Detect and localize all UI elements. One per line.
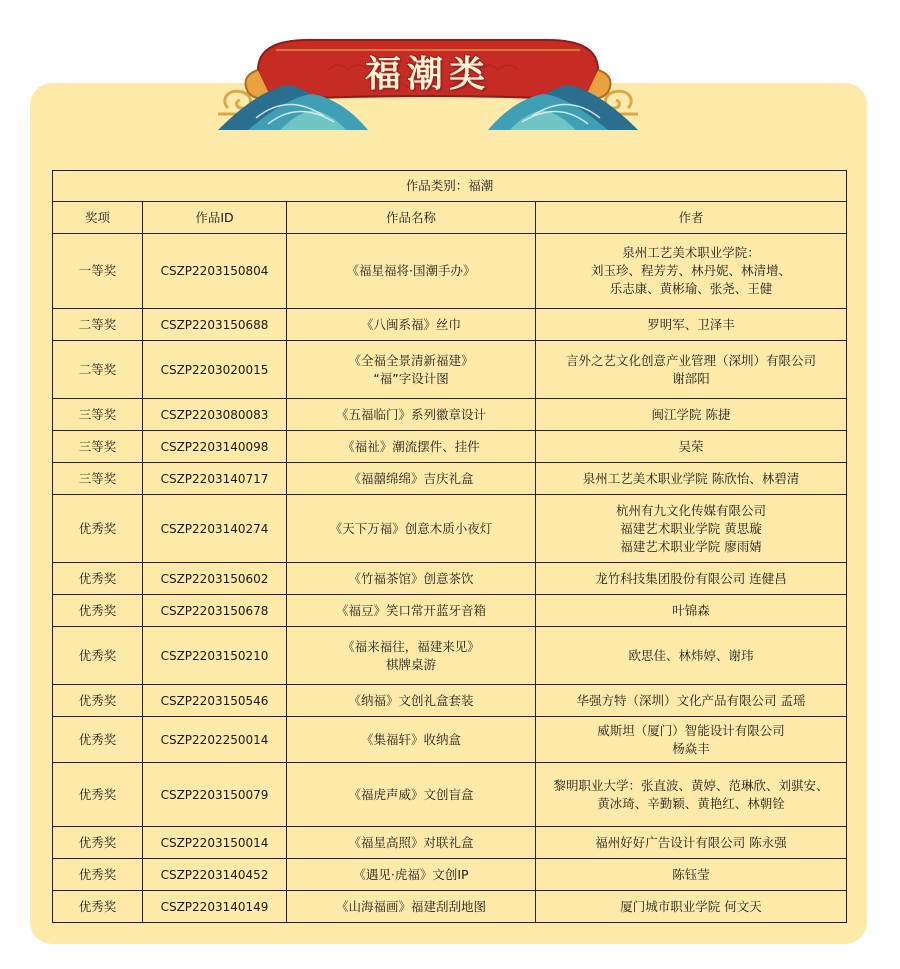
- work-name-cell: 《福祉》潮流摆件、挂件: [287, 431, 536, 463]
- table-row: [53, 627, 847, 685]
- category-line: 作品类别：福潮: [53, 171, 847, 202]
- table-row: [53, 463, 847, 495]
- award-cell: 三等奖: [53, 463, 143, 495]
- authors-cell: 泉州工艺美术职业学院： 刘玉珍、程芳芳、林丹妮、林清增、 乐志康、黄彬瑜、张尧、王健: [536, 234, 847, 309]
- authors-cell: 黎明职业大学：张直波、黄婷、范琳欣、刘骐安、 黄冰琦、辛勤颖、黄艳红、林朝铨: [536, 763, 847, 827]
- header-award: 奖项: [53, 202, 143, 234]
- award-cell: 二等奖: [53, 309, 143, 341]
- header-authors: 作者: [536, 202, 847, 234]
- work-id-cell: CSZP2203140098: [143, 431, 287, 463]
- table-row: [53, 827, 847, 859]
- award-cell: 优秀奖: [53, 891, 143, 923]
- work-name-cell: 《福星福将·国潮手办》: [287, 234, 536, 309]
- table-row: [53, 859, 847, 891]
- authors-cell: 泉州工艺美术职业学院 陈欣怡、林碧清: [536, 463, 847, 495]
- table-row: [53, 563, 847, 595]
- authors-cell: 华强方特（深圳）文化产品有限公司 孟瑶: [536, 685, 847, 717]
- authors-cell: 龙竹科技集团股份有限公司 连健昌: [536, 563, 847, 595]
- table-row: [53, 341, 847, 399]
- authors-cell: 罗明军、卫泽丰: [536, 309, 847, 341]
- category-row: [53, 171, 847, 202]
- authors-cell: 欧思佳、林炜婷、谢玮: [536, 627, 847, 685]
- award-cell: 三等奖: [53, 399, 143, 431]
- header-id: 作品ID: [143, 202, 287, 234]
- award-cell: 二等奖: [53, 341, 143, 399]
- work-name-cell: 《集福轩》收纳盒: [287, 717, 536, 763]
- table-row: [53, 595, 847, 627]
- work-id-cell: CSZP2203150688: [143, 309, 287, 341]
- award-cell: 优秀奖: [53, 495, 143, 563]
- award-cell: 优秀奖: [53, 685, 143, 717]
- authors-cell: 厦门城市职业学院 何文天: [536, 891, 847, 923]
- table-row: [53, 685, 847, 717]
- work-id-cell: CSZP2203140452: [143, 859, 287, 891]
- award-cell: 三等奖: [53, 431, 143, 463]
- work-id-cell: CSZP2203080083: [143, 399, 287, 431]
- award-cell: 优秀奖: [53, 627, 143, 685]
- work-name-cell: 《福囍绵绵》吉庆礼盒: [287, 463, 536, 495]
- work-name-cell: 《福虎声威》文创盲盒: [287, 763, 536, 827]
- table-row: [53, 309, 847, 341]
- work-id-cell: CSZP2203140717: [143, 463, 287, 495]
- header-name: 作品名称: [287, 202, 536, 234]
- category-banner: [218, 30, 638, 130]
- work-name-cell: 《五福临门》系列徽章设计: [287, 399, 536, 431]
- table-row: [53, 891, 847, 923]
- award-cell: 一等奖: [53, 234, 143, 309]
- award-cell: 优秀奖: [53, 717, 143, 763]
- award-cell: 优秀奖: [53, 763, 143, 827]
- work-id-cell: CSZP2203150079: [143, 763, 287, 827]
- authors-cell: 杭州有九文化传媒有限公司 福建艺术职业学院 黄思璇 福建艺术职业学院 廖雨婧: [536, 495, 847, 563]
- authors-cell: 威斯坦（厦门）智能设计有限公司 杨焱丰: [536, 717, 847, 763]
- work-name-cell: 《八闽系福》丝巾: [287, 309, 536, 341]
- authors-cell: 闽江学院 陈捷: [536, 399, 847, 431]
- work-id-cell: CSZP2202250014: [143, 717, 287, 763]
- work-name-cell: 《遇见·虎福》文创IP: [287, 859, 536, 891]
- table-row: [53, 763, 847, 827]
- header-row: [53, 202, 847, 234]
- work-name-cell: 《天下万福》创意木质小夜灯: [287, 495, 536, 563]
- banner-title: 福潮类: [364, 54, 491, 95]
- work-id-cell: CSZP2203150678: [143, 595, 287, 627]
- work-name-cell: 《山海福画》福建刮刮地图: [287, 891, 536, 923]
- work-id-cell: CSZP2203020015: [143, 341, 287, 399]
- work-name-cell: 《纳福》文创礼盒套装: [287, 685, 536, 717]
- authors-cell: 言外之艺文化创意产业管理（深圳）有限公司 谢部阳: [536, 341, 847, 399]
- award-cell: 优秀奖: [53, 595, 143, 627]
- work-name-cell: 《全福全景清新福建》 “福”字设计图: [287, 341, 536, 399]
- authors-cell: 福州好好广告设计有限公司 陈永强: [536, 827, 847, 859]
- work-name-cell: 《福来福往，福建来见》 棋牌桌游: [287, 627, 536, 685]
- awards-table: [52, 170, 847, 923]
- work-id-cell: CSZP2203140149: [143, 891, 287, 923]
- authors-cell: 叶锦森: [536, 595, 847, 627]
- work-id-cell: CSZP2203150602: [143, 563, 287, 595]
- work-id-cell: CSZP2203150014: [143, 827, 287, 859]
- award-cell: 优秀奖: [53, 859, 143, 891]
- work-name-cell: 《福豆》笑口常开蓝牙音箱: [287, 595, 536, 627]
- work-name-cell: 《竹福茶馆》创意茶饮: [287, 563, 536, 595]
- table-row: [53, 431, 847, 463]
- award-cell: 优秀奖: [53, 827, 143, 859]
- table-row: [53, 717, 847, 763]
- table-row: [53, 234, 847, 309]
- authors-cell: 吴荣: [536, 431, 847, 463]
- table-row: [53, 495, 847, 563]
- work-id-cell: CSZP2203150804: [143, 234, 287, 309]
- work-name-cell: 《福星高照》对联礼盒: [287, 827, 536, 859]
- table-row: [53, 399, 847, 431]
- authors-cell: 陈钰莹: [536, 859, 847, 891]
- award-cell: 优秀奖: [53, 563, 143, 595]
- work-id-cell: CSZP2203140274: [143, 495, 287, 563]
- work-id-cell: CSZP2203150546: [143, 685, 287, 717]
- work-id-cell: CSZP2203150210: [143, 627, 287, 685]
